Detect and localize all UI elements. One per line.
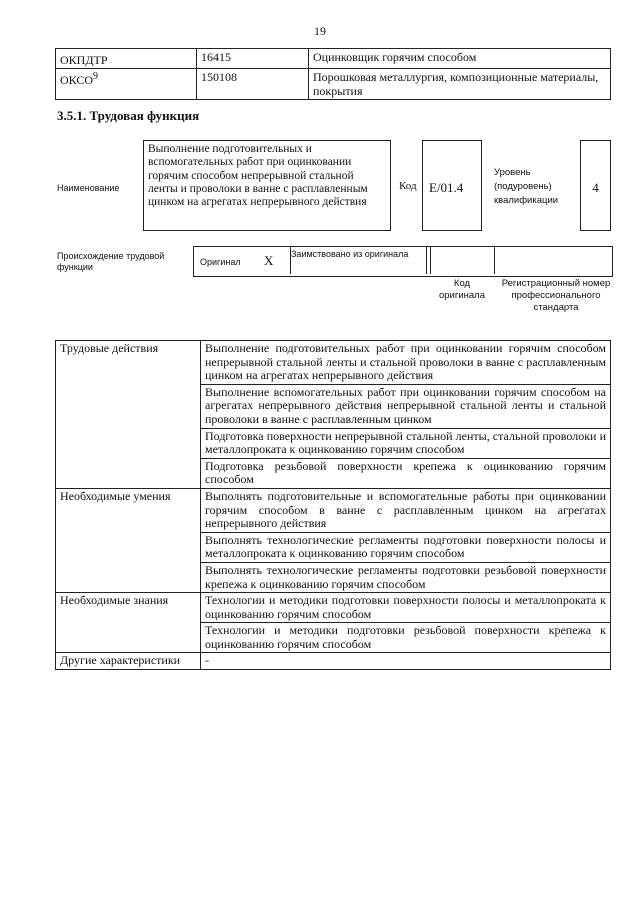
name-label: Наименование <box>57 183 120 193</box>
row-label: Необходимые знания <box>56 593 201 653</box>
original-code-cell <box>431 247 495 274</box>
classifier-code: ОКСО$^9$ <box>56 69 197 100</box>
row-label: Трудовые действия <box>56 341 201 489</box>
table-row <box>56 69 611 100</box>
classifier-number: 150108 <box>197 69 309 100</box>
row-item: Выполнять технологические регламенты подготовки поверхности полосы и металлопроката к оцинкованию горячим способом <box>201 532 611 562</box>
row-item: Выполнение вспомогательных работ при оцинковании горячим способом на агрегатах непрерывного действия непрерывной стальной ленты и стальной проволоки в ванне с расплавленным цинком <box>201 384 611 428</box>
row-item: Выполнять технологические регламенты подготовки резьбовой поверхности крепежа к оцинкованию горячим способом <box>201 562 611 592</box>
level-label: Уровень (подуровень) квалификации <box>494 167 559 206</box>
table-row <box>56 49 611 69</box>
function-level: 4 <box>580 140 611 231</box>
page-number: 19 <box>314 24 326 38</box>
row-item: Подготовка поверхности непрерывной стальной ленты, стальной проволоки и металлопроката к оцинкованию горячим способом <box>201 428 611 458</box>
table-row <box>56 593 611 623</box>
row-item: Выполнение подготовительных работ при оцинковании горячим способом непрерывной стальной ленты и стальной проволоки в ванне с расплавленным цинком на агрегатах непрерывного действия <box>201 341 611 385</box>
classifier-number: 16415 <box>197 49 309 69</box>
row-item: Выполнять подготовительные и вспомогательные работы при оцинковании горячим способом в ванне с расплавленным цинком на агрегатах непрерывного действия <box>201 488 611 532</box>
classifier-table <box>55 48 611 100</box>
table-row <box>56 488 611 532</box>
original-cell <box>194 247 291 274</box>
function-name: Выполнение подготовительных и вспомогательных работ при оцинковании горячим способом непрерывной стальной ленты и проволоки в ванне с расплавленным цинком на агрегатах непрерывного действия <box>143 140 391 231</box>
row-item: Технологии и методики подготовки поверхности полосы и металлопроката к оцинкованию горячим способом <box>201 593 611 623</box>
row-label: Другие характеристики <box>56 653 201 670</box>
registration-number-caption: Регистрационный номер профессионального стандарта <box>501 278 611 313</box>
borrowed-label: Заимствовано из оригинала <box>291 249 409 259</box>
section-title: 3.5.1. Трудовая функция <box>57 108 200 123</box>
row-item: - <box>201 653 611 670</box>
origin-label: Происхождение трудовой функции <box>57 251 165 272</box>
row-item: Подготовка резьбовой поверхности крепежа к оцинкованию горячим способом <box>201 458 611 488</box>
table-row <box>56 653 611 670</box>
original-label: Оригинал <box>200 257 241 267</box>
registration-number-cell <box>495 247 612 274</box>
details-table <box>55 340 611 670</box>
code-label: Код <box>399 180 417 192</box>
function-code: E/01.4 <box>422 140 482 231</box>
original-code-caption: Код оригинала <box>438 278 485 301</box>
row-item: Технологии и методики подготовки резьбовой поверхности крепежа к оцинкованию горячим способом <box>201 623 611 653</box>
original-mark: X <box>264 253 274 268</box>
classifier-name: Оцинковщик горячим способом <box>309 49 611 69</box>
table-row <box>56 341 611 385</box>
classifier-name: Порошковая металлургия, композиционные материалы, покрытия <box>309 69 611 100</box>
classifier-code: ОКПДТР <box>56 49 197 69</box>
origin-row <box>193 246 613 277</box>
row-label: Необходимые умения <box>56 488 201 592</box>
